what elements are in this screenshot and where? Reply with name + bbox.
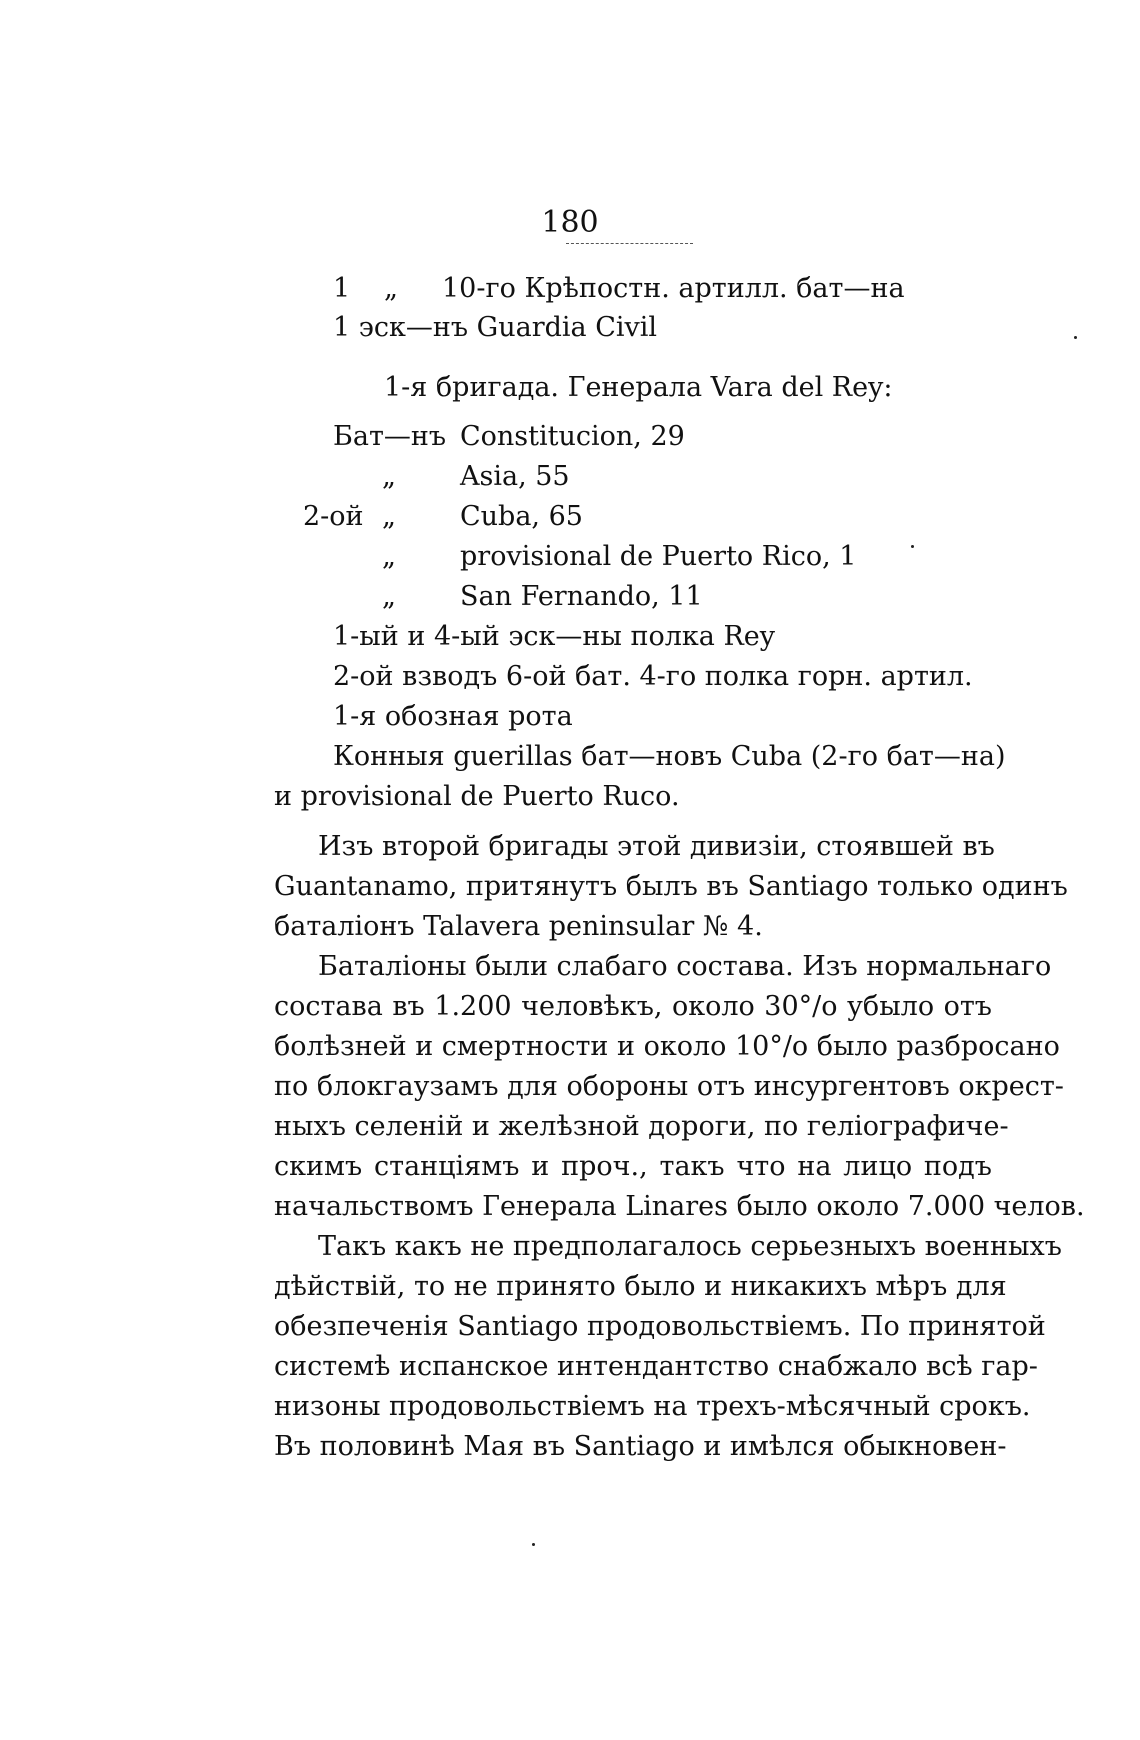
second-label: 2-ой	[303, 501, 364, 532]
page-number: 180	[541, 205, 599, 240]
paragraph-line: Такъ какъ не предполагалось серьезныхъ военныхъ	[318, 1231, 1062, 1262]
guerillas-line-1: Конныя guerillas бат—новъ Cuba (2-го бат—на)	[333, 741, 1006, 772]
ditto-mark: „	[382, 581, 396, 612]
battalion-row: Constitucion, 29	[460, 421, 685, 452]
paragraph-line: ныхъ селеній и желѣзной дороги, по геліографиче-	[274, 1111, 1009, 1142]
paragraph-line: низоны продовольствіемъ на трехъ-мѣсячный срокъ.	[274, 1391, 1031, 1422]
paragraph-line: дѣйствій, то не принято было и никакихъ мѣръ для	[274, 1271, 1007, 1302]
list-row1-number: 1	[333, 273, 351, 304]
platoon-line: 2-ой взводъ 6-ой бат. 4-го полка горн. артил.	[333, 661, 973, 692]
paragraph-line: обезпеченія Santiago продовольствіемъ. По принятой	[274, 1311, 1046, 1342]
paragraph-line: Баталіоны были слабаго состава. Изъ нормальнаго	[318, 951, 1052, 982]
battalion-row: Asia, 55	[460, 461, 570, 492]
header-rule	[566, 243, 693, 244]
paragraph-line: скимъ станціямъ и проч., такъ что на лицо подъ	[274, 1151, 992, 1182]
battalion-row: provisional de Puerto Rico, 1	[460, 541, 857, 572]
battalion-row: San Fernando, 11	[460, 581, 703, 612]
paragraph-line: Изъ второй бригады этой дивизіи, стоявшей въ	[318, 831, 995, 862]
guerillas-line-2: и provisional de Puerto Ruco.	[274, 781, 680, 812]
brigade-heading: 1-я бригада. Генерала Vara del Rey:	[384, 372, 893, 403]
ditto-mark: „	[382, 461, 396, 492]
squadrons-line: 1-ый и 4-ый эск—ны полка Rey	[333, 621, 776, 652]
battalion-row: Cuba, 65	[460, 501, 583, 532]
scan-speck	[532, 1543, 535, 1546]
paragraph-line: Въ половинѣ Мая въ Santiago и имѣлся обыкновен-	[274, 1431, 1007, 1462]
battalion-prefix: Бат—нъ	[333, 421, 447, 452]
ditto-mark: „	[382, 541, 396, 572]
paragraph-line: Guantanamo, притянутъ былъ въ Santiago только одинъ	[274, 871, 1068, 902]
scan-speck	[1074, 336, 1077, 339]
paragraph-line: по блокгаузамъ для обороны отъ инсургентовъ окрест-	[274, 1071, 1064, 1102]
ditto-mark: „	[382, 501, 396, 532]
paragraph-line: системѣ испанское интендантство снабжало всѣ гар-	[274, 1351, 1038, 1382]
ditto-mark: „	[384, 273, 398, 304]
paragraph-line: состава въ 1.200 человѣкъ, около 30°/o убыло отъ	[274, 991, 992, 1022]
paragraph-line: баталіонъ Talavera peninsular № 4.	[274, 911, 763, 942]
list-row2-text: 1 эск—нъ Guardia Civil	[333, 312, 658, 343]
scan-speck	[911, 545, 914, 548]
paragraph-line: болѣзней и смертности и около 10°/o было разбросано	[274, 1031, 1060, 1062]
transport-line: 1-я обозная рота	[333, 701, 573, 732]
paragraph-line: начальствомъ Генерала Linares было около 7.000 челов.	[274, 1191, 1085, 1222]
list-row1-text: 10-го Крѣпостн. артилл. бат—на	[442, 273, 905, 304]
